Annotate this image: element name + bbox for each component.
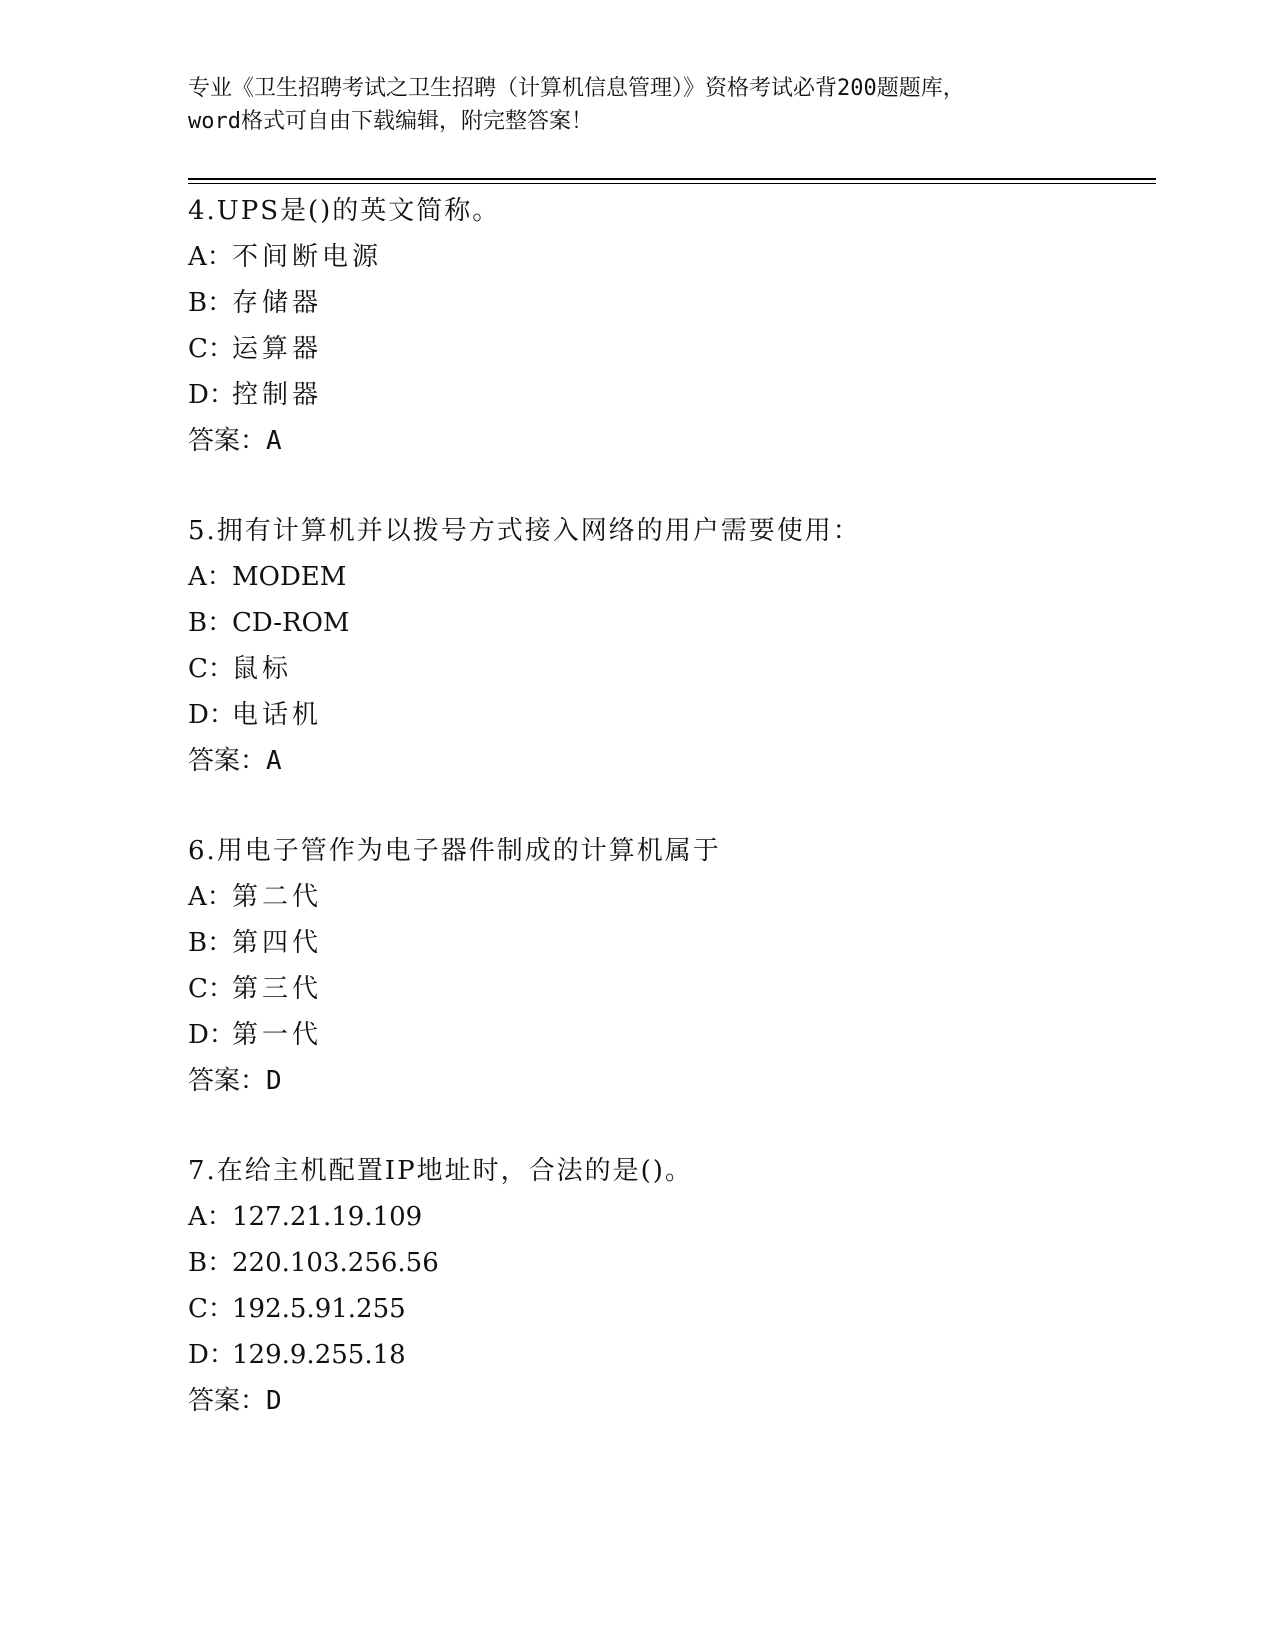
answer-line [188,1378,1156,1424]
question-text: 6.用电子管作为电子器件制成的计算机属于 [188,836,721,866]
answer-line [188,1058,1156,1104]
option-label: B： [188,288,234,318]
option-text: 127.21.19.109 [232,1202,423,1232]
option-c [188,966,1156,1012]
option-label: B： [188,928,234,958]
header-line-2: word格式可自由下载编辑，附完整答案！ [188,109,593,134]
option-b [188,280,1156,326]
option-text: 运算器 [232,334,323,364]
option-d [188,692,1156,738]
option-text: 129.9.255.18 [232,1340,406,1370]
option-a [188,874,1156,920]
option-c [188,1286,1156,1332]
answer-label: 答案： [188,746,267,776]
option-label: D： [188,1340,235,1370]
option-text: 192.5.91.255 [232,1294,406,1324]
document-header [188,72,1088,138]
option-a [188,234,1156,280]
question-text: 4.UPS是()的英文简称。 [188,196,501,226]
option-label: A： [188,242,233,272]
question-item [188,1148,1156,1424]
option-d [188,1332,1156,1378]
answer-label: 答案： [188,1386,267,1416]
option-text: 控制器 [232,380,323,410]
question-list [188,188,1156,1468]
question-text: 7.在给主机配置IP地址时，合法的是()。 [188,1156,693,1186]
option-label: C： [188,974,234,1004]
option-text: 第四代 [232,928,323,958]
option-c [188,326,1156,372]
option-text: 电话机 [232,700,323,730]
answer-value: A [266,746,282,776]
option-b [188,1240,1156,1286]
option-text: 第二代 [232,882,323,912]
option-a [188,1194,1156,1240]
question-item [188,188,1156,464]
option-b [188,600,1156,646]
option-c [188,646,1156,692]
question-item [188,508,1156,784]
answer-value: D [266,1066,282,1096]
option-b [188,920,1156,966]
option-text: 存储器 [232,288,323,318]
option-a [188,554,1156,600]
option-label: D： [188,700,235,730]
answer-value: D [266,1386,282,1416]
header-divider-thick [188,178,1156,180]
question-item [188,828,1156,1104]
option-label: A： [188,882,233,912]
option-text: 不间断电源 [232,242,383,272]
option-text: MODEM [232,562,347,592]
option-label: B： [188,1248,234,1278]
option-label: B： [188,608,234,638]
option-label: A： [188,562,233,592]
answer-label: 答案： [188,426,267,456]
question-text: 5.拥有计算机并以拨号方式接入网络的用户需要使用： [188,516,861,546]
option-label: D： [188,380,235,410]
option-label: D： [188,1020,235,1050]
answer-value: A [266,426,282,456]
option-label: C： [188,1294,234,1324]
answer-line [188,418,1156,464]
answer-label: 答案： [188,1066,267,1096]
answer-line [188,738,1156,784]
option-text: 鼠标 [232,654,293,684]
header-line-1: 专业《卫生招聘考试之卫生招聘（计算机信息管理）》资格考试必背200题题库， [188,76,965,101]
option-text: CD-ROM [232,608,350,638]
option-label: A： [188,1202,233,1232]
option-text: 第三代 [232,974,323,1004]
option-label: C： [188,654,234,684]
option-text: 220.103.256.56 [232,1248,439,1278]
option-label: C： [188,334,234,364]
option-d [188,1012,1156,1058]
option-d [188,372,1156,418]
header-divider-thin [188,183,1156,184]
option-text: 第一代 [232,1020,323,1050]
